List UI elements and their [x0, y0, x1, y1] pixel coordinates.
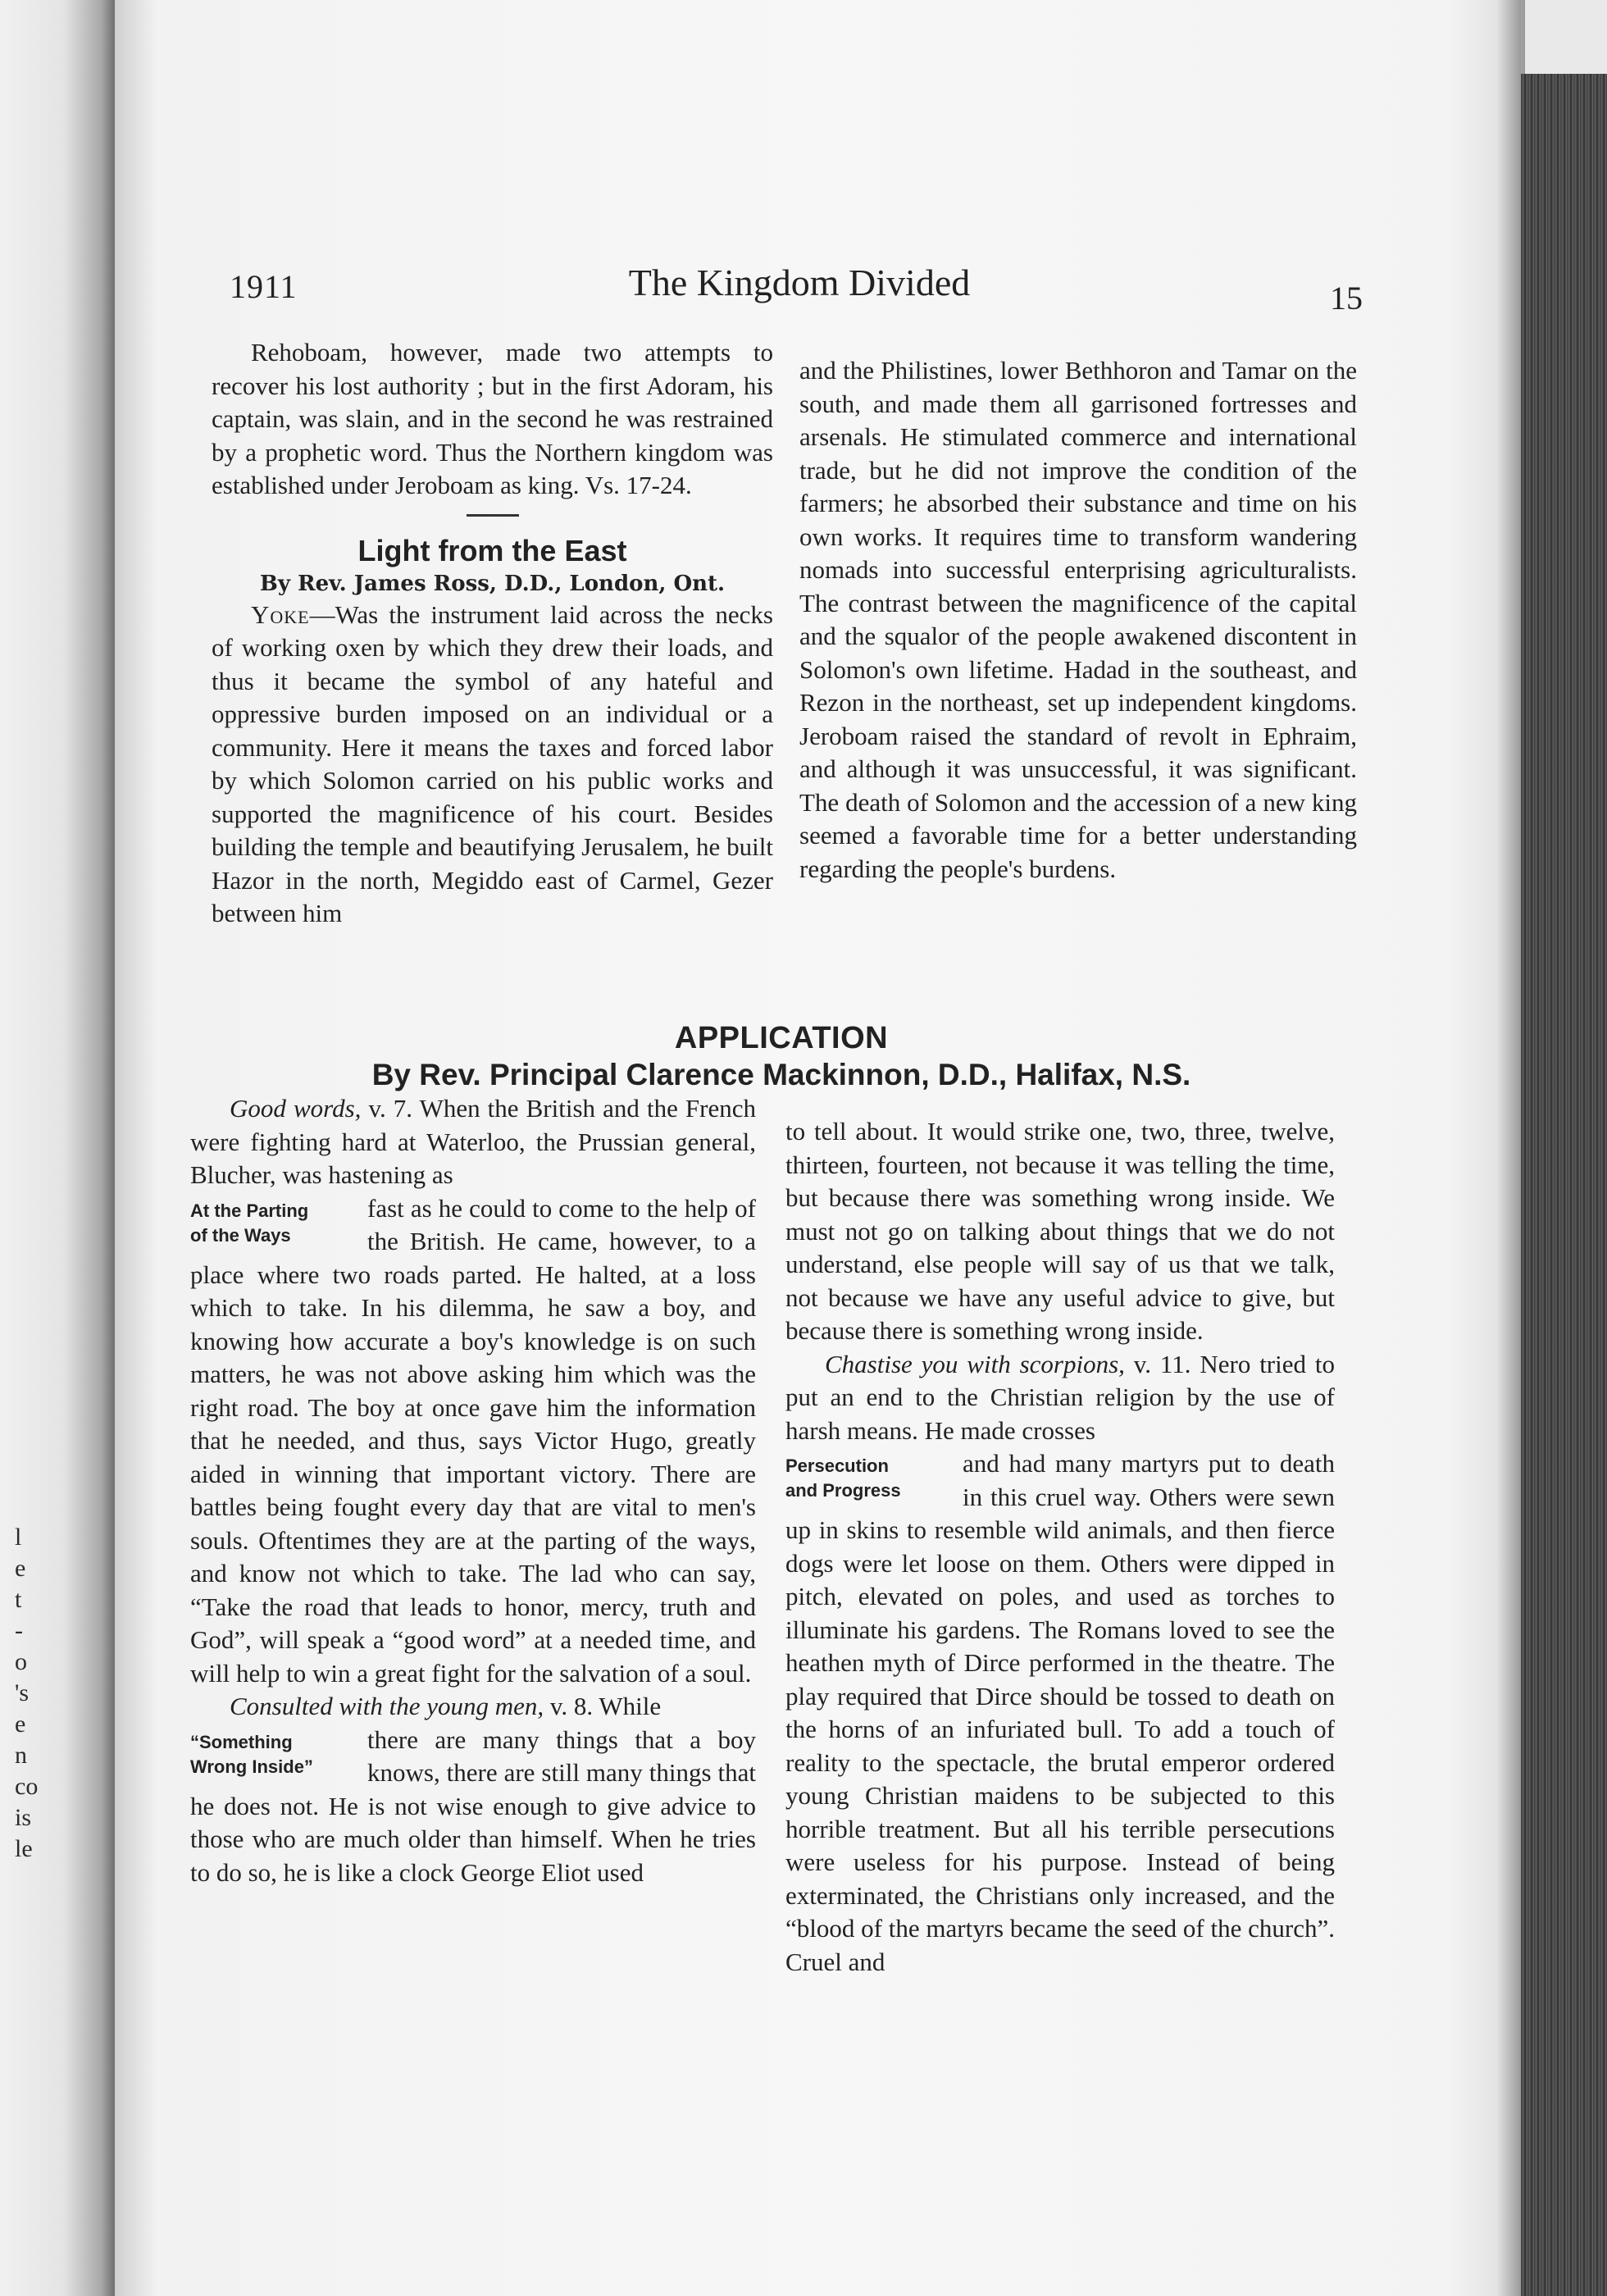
header-year: 1911 — [230, 268, 298, 305]
good-words-continued: fast as he could to come to the help of the British. He came, however, to a place where two roads parted. He halted, at a loss which to take. In his dilemma, he saw a boy, and knowing how accurate a boy's knowledge is on such matters, he was not above asking him which was the right road. The boy at once gave him the information that he needed, and thus, says Victor Hugo, greatly aided in winning that important victory. There are battles being fought every day that are vital to men's souls. Oftentimes they are at the parting of the ways, and know not which to take. The lad who can say, “Take the road that leads to honor, mercy, truth and God”, will speak a “good word” at a needed time, and will help to win a great fight for the salvation of a soul. — [190, 1193, 756, 1688]
left-page-fragment: o — [15, 1648, 27, 1675]
left-page-fragment: is — [15, 1804, 32, 1831]
column-1 — [212, 336, 773, 931]
young-men-paragraph: Consulted with the young men, v. 8. While — [230, 1692, 662, 1720]
left-page-fragment: n — [15, 1742, 27, 1769]
header-title: The Kingdom Divided — [628, 262, 971, 303]
side-heading-parting: At the Parting of the Ways — [190, 1200, 309, 1246]
column-3 — [190, 1092, 756, 1889]
column-4 — [785, 1115, 1335, 1979]
page-stack-edges — [1521, 74, 1607, 2296]
section-title: Light from the East — [357, 533, 627, 567]
continued-paragraph: and the Philistines, lower Bethhoron and Tamar on the south, and made them all garrisoned fortresses and arsenals. He stimulated commerce and international trade, but he did not improve the condition of the farmers; he absorbed their substance and time on his own works. It requires time to transform wandering nomads into successful enterprising agriculturalists. The contrast between the magnificence of the capital and the squalor of the people awakened discontent in Solomon's own lifetime. Hadad in the southeast, and Rezon in the northeast, set up independent kingdoms. Jeroboam raised the standard of revolt in Ephraim, and although it was unsuccessful, it was significant. The death of Solomon and the accession of a new king seemed a favorable time for a better understanding regarding the people's burdens. — [799, 356, 1357, 883]
left-page-edge — [0, 0, 115, 2296]
section-divider — [467, 514, 519, 517]
section-byline: By Rev. James Ross, D.D., London, Ont. — [259, 571, 726, 596]
left-page-fragment: e — [15, 1555, 26, 1582]
left-page-fragment: - — [15, 1617, 23, 1644]
scorpions-continued: and had many martyrs put to death in this cruel way. Others were sewn up in skins to resemble wild animals, and then fierce dogs were let loose on them. Others were dipped in pitch, elevated on poles, and used as torches to illuminate his gardens. The Romans loved to see the heathen myth of Dirce performed in the theatre. The play required that Dirce should be tossed to death on the horns of an infuriated bull. To add a touch of reality to the spectacle, the brutal emperor ordered young Christian maidens to be subjected to this horrible treatment. But all his terrible persecutions were useless for his purpose. Instead of being exterminated, the Christians only increased, and the “blood of the martyrs became the seed of the church”. Cruel and — [785, 1449, 1335, 1976]
side-heading-wrong-inside: “Something Wrong Inside” — [190, 1731, 313, 1777]
side-heading-persecution: Persecution and Progress — [785, 1456, 901, 1501]
good-words-paragraph: Good words, v. 7. When the British and the French were fighting hard at Waterloo, the Prussian general, Blucher, was hastening as — [190, 1094, 757, 1189]
clock-paragraph: to tell about. It would strike one, two, three, twelve, thirteen, fourteen, not because it was telling the time, but because there was something wrong inside. We must not go on talking about things that we do not understand, else people will say of us that we talk, not because we have any useful advice to give, but because there is something wrong inside. — [785, 1117, 1335, 1345]
left-page-fragment: co — [15, 1773, 39, 1800]
running-head — [230, 261, 1369, 318]
yoke-text: —Was the instrument laid across the necks of working oxen by which they drew their loads, and thus it became the symbol of any hateful and oppressive burden imposed on an individual or a community. Here it means the taxes and forced labor by which Solomon carried on his public works and supported the magnificence of his court. Besides building the temple and beautifying Jerusalem, he built Hazor in the north, Megiddo east of Carmel, Gezer between him — [212, 599, 773, 927]
yoke-paragraph — [212, 599, 773, 931]
left-page-fragment: 's — [15, 1679, 30, 1706]
left-page-fragment: le — [15, 1835, 33, 1862]
application-byline: By Rev. Principal Clarence Mackinnon, D.D., Halifax, N.S. — [371, 1058, 1191, 1091]
application-title: APPLICATION — [674, 1021, 889, 1055]
yoke-term: Yoke — [251, 599, 310, 629]
lead-phrase: Consulted with the young men, — [230, 1692, 544, 1720]
page-number: 15 — [1330, 280, 1363, 317]
lead-phrase: Chastise you with scorpions, — [825, 1349, 1125, 1378]
left-page-fragment: t — [15, 1586, 22, 1613]
lead-phrase: Good words, — [230, 1094, 362, 1123]
left-page-fragment: l — [15, 1524, 22, 1551]
young-men-continued: there are many things that a boy knows, there are still many things that he does not. He is not wise enough to give advice to those who are much older than himself. When he tries to do so, he is like a clock George Eliot used — [190, 1724, 756, 1887]
scorpions-paragraph: Chastise you with scorpions, v. 11. Nero tried to put an end to the Christian religion by the use of harsh means. He made crosses — [785, 1349, 1335, 1445]
intro-paragraph: Rehoboam, however, made two attempts to recover his lost authority ; but in the first Adoram, his captain, was slain, and in the second he was restrained by a prophetic word. Thus the Northern kingdom was established under Jeroboam as king. Vs. 17-24. — [212, 338, 773, 499]
column-2 — [799, 354, 1357, 886]
left-page-fragment: e — [15, 1711, 26, 1738]
